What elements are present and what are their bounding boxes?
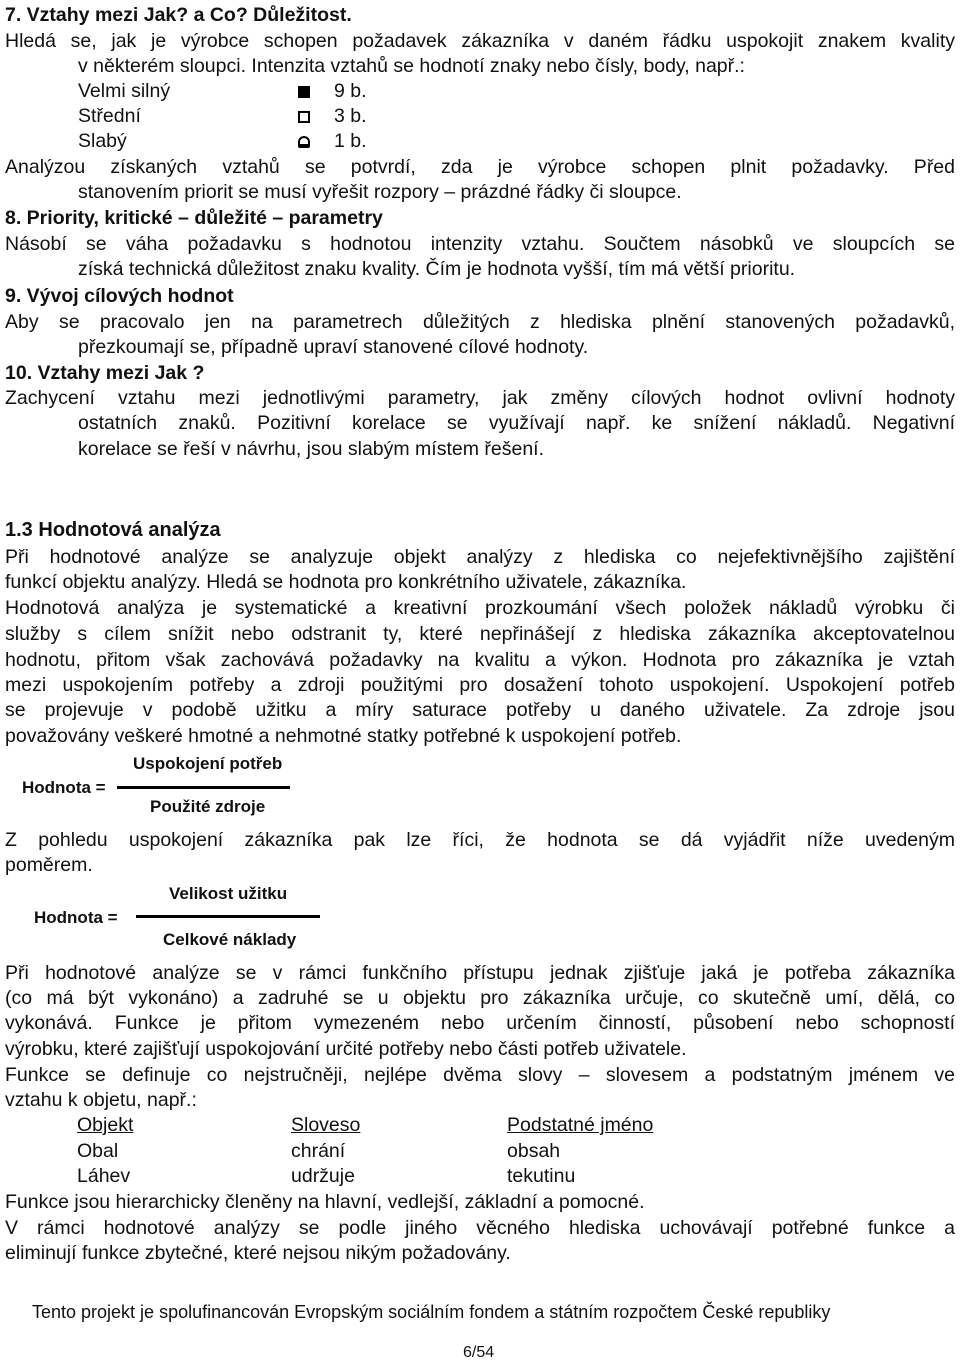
- paragraph-line: vztahu k objetu, např.:: [5, 1089, 197, 1111]
- paragraph-line: Funkce se definuje co nejstručněji, nejlépe dvěma slovy – slovesem a podstatným jménem ve: [5, 1064, 955, 1086]
- filled-square-icon: [298, 86, 310, 98]
- paragraph-line: výrobku, které zajišťují uspokojování určité potřeby nebo části potřeb uživatele.: [5, 1038, 687, 1060]
- paragraph-line: Funkce jsou hierarchicky členěny na hlavní, vedlejší, základní a pomocné.: [5, 1191, 645, 1213]
- paragraph-line: vykonává. Funkce je přitom vymezeném nebo určením činností, působení nebo schopností: [5, 1012, 955, 1034]
- table-header: Objekt: [77, 1114, 134, 1136]
- legend-row: [78, 79, 278, 103]
- section-7-text: v některém sloupci. Intenzita vztahů se hodnotí znaky nebo čísly, body, např.:: [78, 55, 745, 77]
- legend-value: 9 b.: [334, 80, 367, 102]
- fraction-bar: [136, 915, 320, 918]
- section-10-text: Zachycení vztahu mezi jednotlivými parametry, jak změny cílových hodnot ovlivní hodnoty: [5, 387, 955, 409]
- fraction-bar: [117, 786, 290, 789]
- formula-lhs: Hodnota =: [34, 908, 118, 927]
- paragraph-line: (co má být vykonáno) a zadruhé se u objektu pro zákazníka určuje, co skutečně umí, dělá, co: [5, 987, 955, 1009]
- section-7-heading: 7. Vztahy mezi Jak? a Co? Důležitost.: [5, 4, 352, 26]
- section-9-text: Aby se pracovalo jen na parametrech důležitých z hlediska plnění stanovených požadavků,: [5, 311, 955, 333]
- paragraph-line: mezi uspokojením potřeby a zdroji použitými pro dosažení tohoto uspokojení. Uspokojení potřeb: [5, 674, 955, 696]
- paragraph-line: Při hodnotové analýze se v rámci funkčního přístupu jednak zjišťuje jaká je potřeba zákazníka: [5, 962, 955, 984]
- paragraph-line: služby s cílem snížit nebo odstranit ty, které nepřinášejí z hlediska zákazníka akceptovatelnou: [5, 623, 955, 645]
- section-8-text: získá technická důležitost znaku kvality. Čím je hodnota vyšší, tím má větší prioritu.: [78, 258, 796, 280]
- section-9-heading: 9. Vývoj cílových hodnot: [5, 285, 234, 307]
- section-7-conclusion: stanovením priorit se musí vyřešit rozpory – prázdné řádky či sloupce.: [78, 181, 682, 203]
- legend-value: 3 b.: [334, 105, 367, 127]
- legend-symbol: [298, 104, 310, 128]
- legend-symbol: [298, 129, 310, 153]
- formula-lhs: Hodnota =: [22, 778, 106, 797]
- legend-symbol: [298, 79, 310, 103]
- section-9-text: přezkoumají se, případně upraví stanovené cílové hodnoty.: [78, 336, 589, 358]
- table-cell: tekutinu: [507, 1165, 576, 1187]
- paragraph-line: Z pohledu uspokojení zákazníka pak lze říci, že hodnota se dá vyjádřit níže uvedeným: [5, 829, 955, 851]
- paragraph-line: hodnotu, přitom však zachovává požadavky na kvalitu a výkon. Hodnota pro zákazníka je vztah: [5, 649, 955, 671]
- formula-numerator: Velikost užitku: [169, 884, 288, 903]
- paragraph-line: Hodnotová analýza je systematické a kreativní prozkoumání všech položek nákladů výrobku či: [5, 597, 955, 619]
- paragraph-line: považovány veškeré hmotné a nehmotné statky potřebné k uspokojení potřeb.: [5, 725, 682, 747]
- formula-numerator: Uspokojení potřeb: [133, 754, 283, 773]
- table-cell: Obal: [77, 1140, 119, 1162]
- paragraph-line: se projevuje v podobě užitku a míry saturace potřeby u daného uživatele. Za zdroje jsou: [5, 699, 955, 721]
- section-1-3-heading: 1.3 Hodnotová analýza: [5, 519, 221, 541]
- table-cell: udržuje: [291, 1165, 355, 1187]
- legend-label: Střední: [78, 105, 141, 127]
- table-cell: obsah: [507, 1140, 561, 1162]
- section-8-heading: 8. Priority, kritické – důležité – parametry: [5, 207, 383, 229]
- legend-label: Velmi silný: [78, 80, 171, 102]
- footer-funding: Tento projekt je spolufinancován Evropským sociálním fondem a státním rozpočtem České republiky: [32, 1302, 831, 1322]
- legend-value: 1 b.: [334, 130, 367, 152]
- table-cell: Láhev: [77, 1165, 131, 1187]
- table-header: Sloveso: [291, 1114, 361, 1136]
- section-8-text: Násobí se váha požadavku s hodnotou intenzity vztahu. Součtem násobků ve sloupcích se: [5, 233, 955, 255]
- section-10-text: korelace se řeší v návrhu, jsou slabým místem řešení.: [78, 438, 545, 460]
- paragraph-line: eliminují funkce zbytečné, které nejsou nikým požadovány.: [5, 1242, 511, 1264]
- legend-label: Slabý: [78, 130, 127, 152]
- section-7-text: Hledá se, jak je výrobce schopen požadavek zákazníka v daném řádku uspokojit znakem kvality: [5, 30, 955, 52]
- section-10-heading: 10. Vztahy mezi Jak ?: [5, 362, 205, 384]
- table-cell: chrání: [291, 1140, 346, 1162]
- section-10-text: ostatních znaků. Pozitivní korelace se využívají např. ke snížení nákladů. Negativní: [78, 412, 955, 434]
- section-7-conclusion: Analýzou získaných vztahů se potvrdí, zda je výrobce schopen plnit požadavky. Před: [5, 156, 955, 178]
- page-number: 6/54: [463, 1344, 495, 1361]
- formula-denominator: Celkové náklady: [163, 930, 297, 949]
- table-header: Podstatné jméno: [507, 1114, 654, 1136]
- paragraph-line: poměrem.: [5, 854, 93, 876]
- formula-denominator: Použité zdroje: [150, 797, 266, 816]
- paragraph-line: V rámci hodnotové analýzy se podle jiného věcného hlediska uchovávají potřebné funkce a: [5, 1217, 955, 1239]
- paragraph-line: funkcí objektu analýzy. Hledá se hodnota pro konkrétního uživatele, zákazníka.: [5, 571, 687, 593]
- paragraph-line: Při hodnotové analýze se analyzuje objekt analýzy z hlediska co nejefektivnějšího zajištění: [5, 546, 955, 568]
- half-circle-icon: [298, 136, 310, 148]
- open-square-icon: [298, 111, 310, 123]
